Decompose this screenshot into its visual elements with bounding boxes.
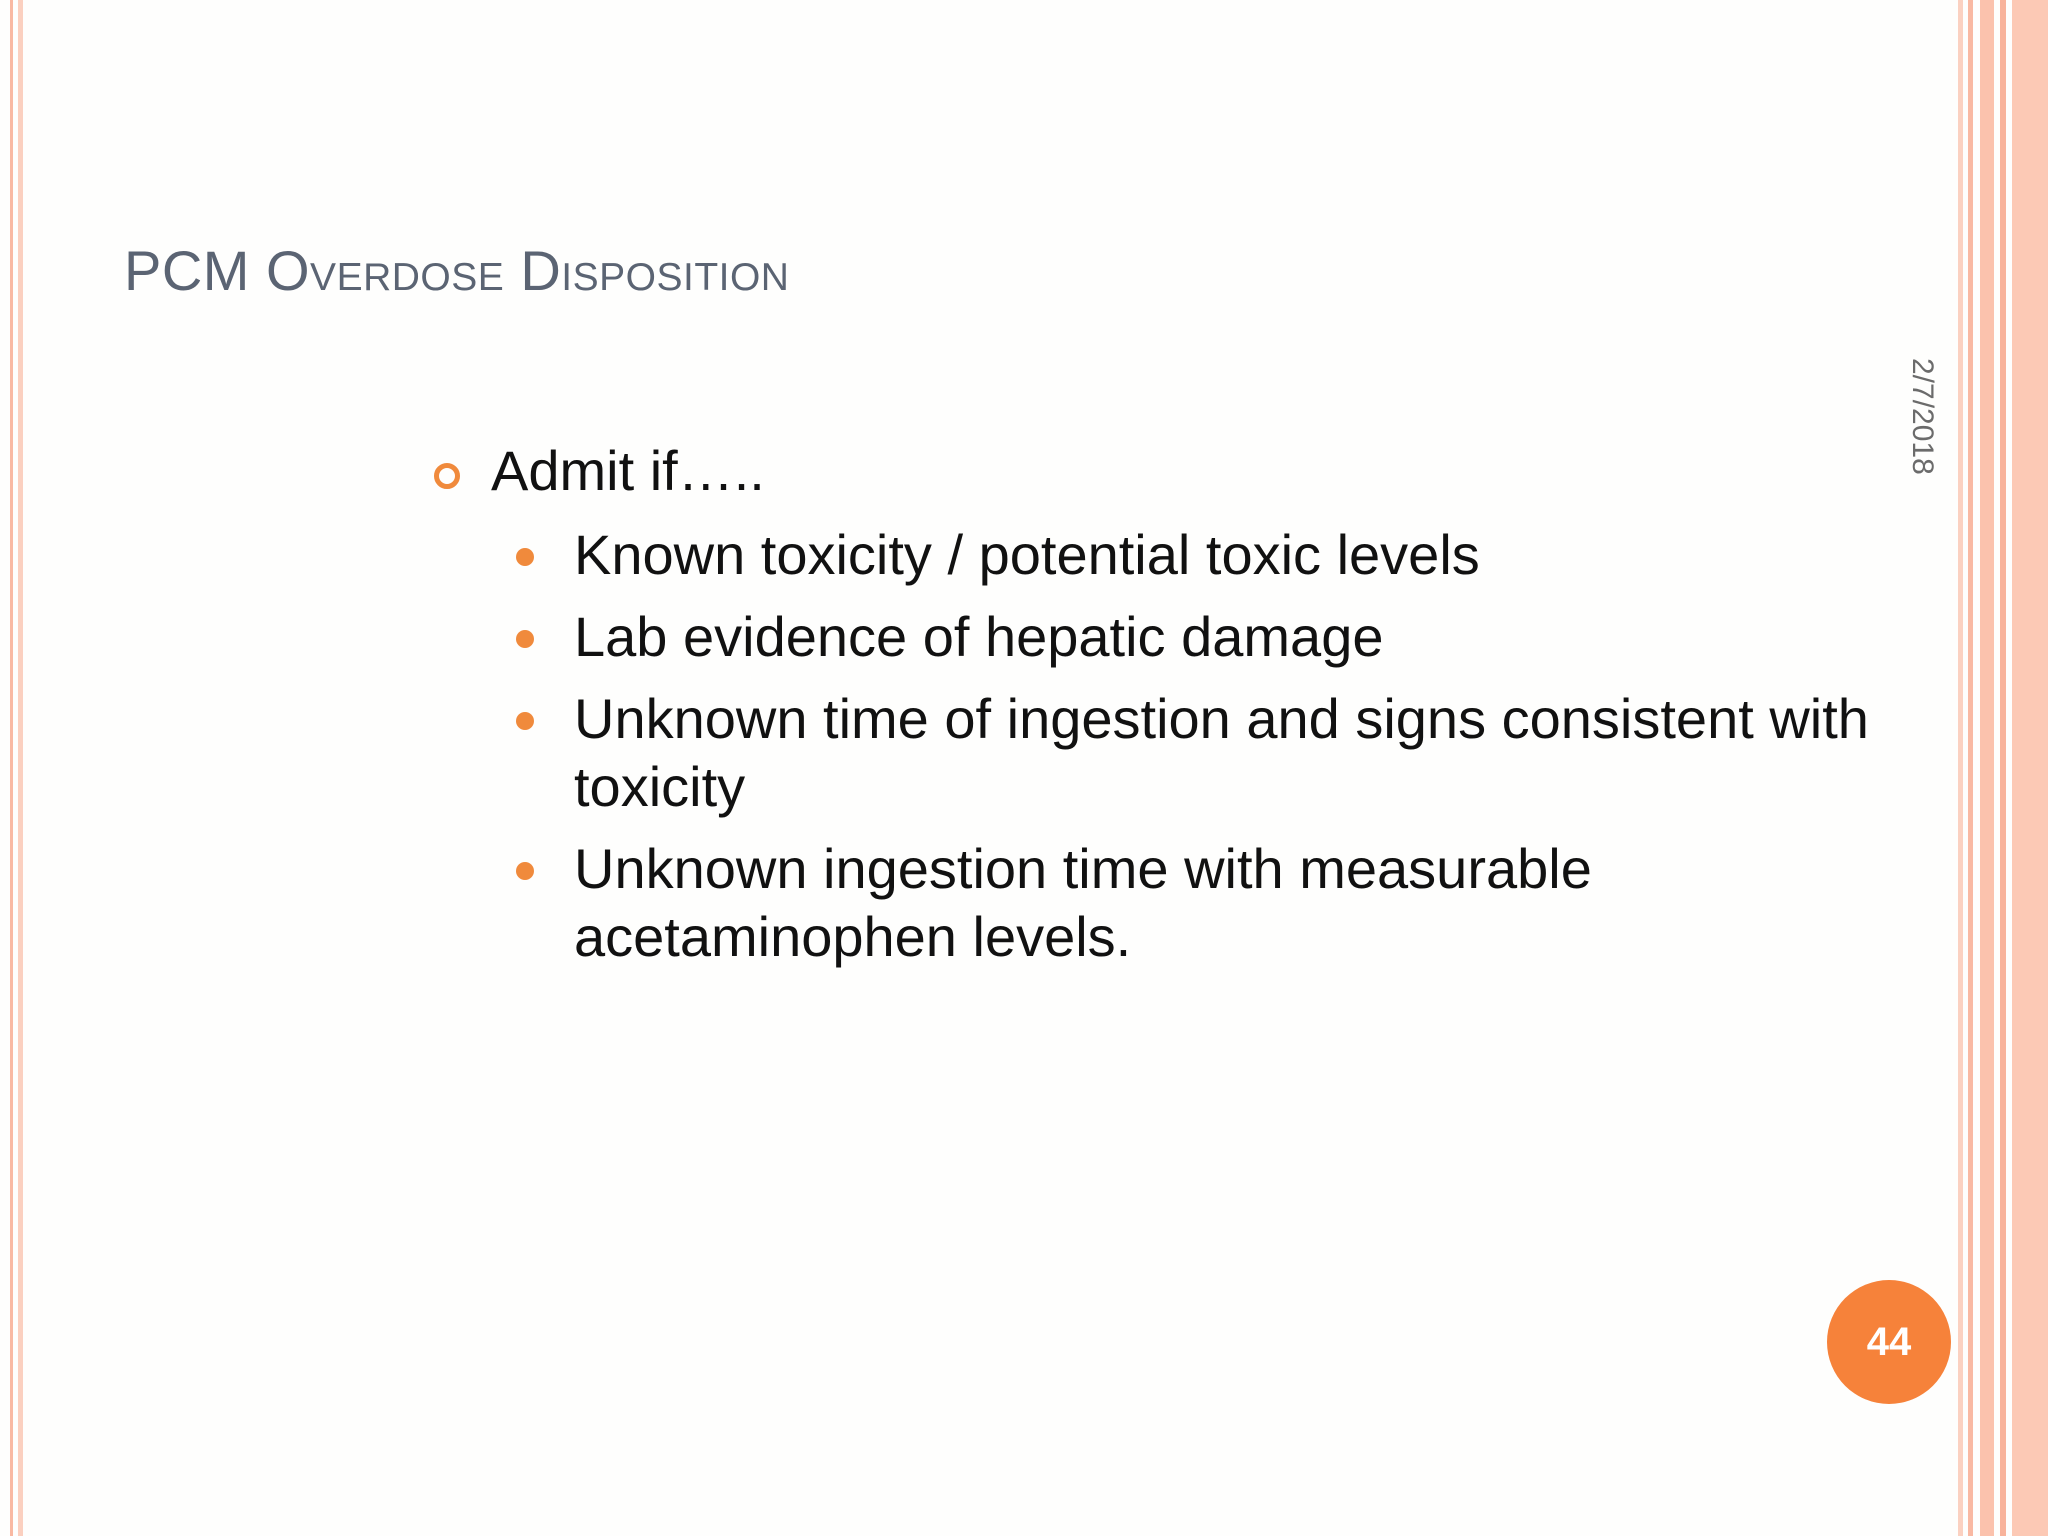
page-number-badge: 44	[1827, 1280, 1951, 1404]
right-border-stripe	[2012, 0, 2048, 1536]
right-border-stripe	[1958, 0, 1963, 1536]
dot-bullet-icon	[516, 712, 534, 730]
slide-title: PCM Overdose Disposition	[124, 239, 790, 302]
sub-bullet-text: Known toxicity / potential toxic levels	[574, 523, 1480, 586]
left-border-stripe	[10, 0, 13, 1536]
right-border-stripe	[1980, 0, 1994, 1536]
slide-date: 2/7/2018	[1906, 358, 1939, 475]
main-bullet-text: Admit if…..	[491, 439, 765, 502]
right-border-stripe	[2000, 0, 2006, 1536]
left-border-stripe	[18, 0, 23, 1536]
sub-bullet-text: Lab evidence of hepatic damage	[574, 605, 1384, 668]
dot-bullet-icon	[516, 548, 534, 566]
sub-bullet-text: Unknown ingestion time with measurable acetaminophen levels.	[574, 837, 1592, 968]
dot-bullet-icon	[516, 630, 534, 648]
sub-bullet-text: Unknown time of ingestion and signs consistent with toxicity	[574, 687, 1869, 818]
dot-bullet-icon	[516, 862, 534, 880]
right-border-stripe	[1968, 0, 1973, 1536]
hollow-circle-bullet-icon	[434, 463, 460, 489]
